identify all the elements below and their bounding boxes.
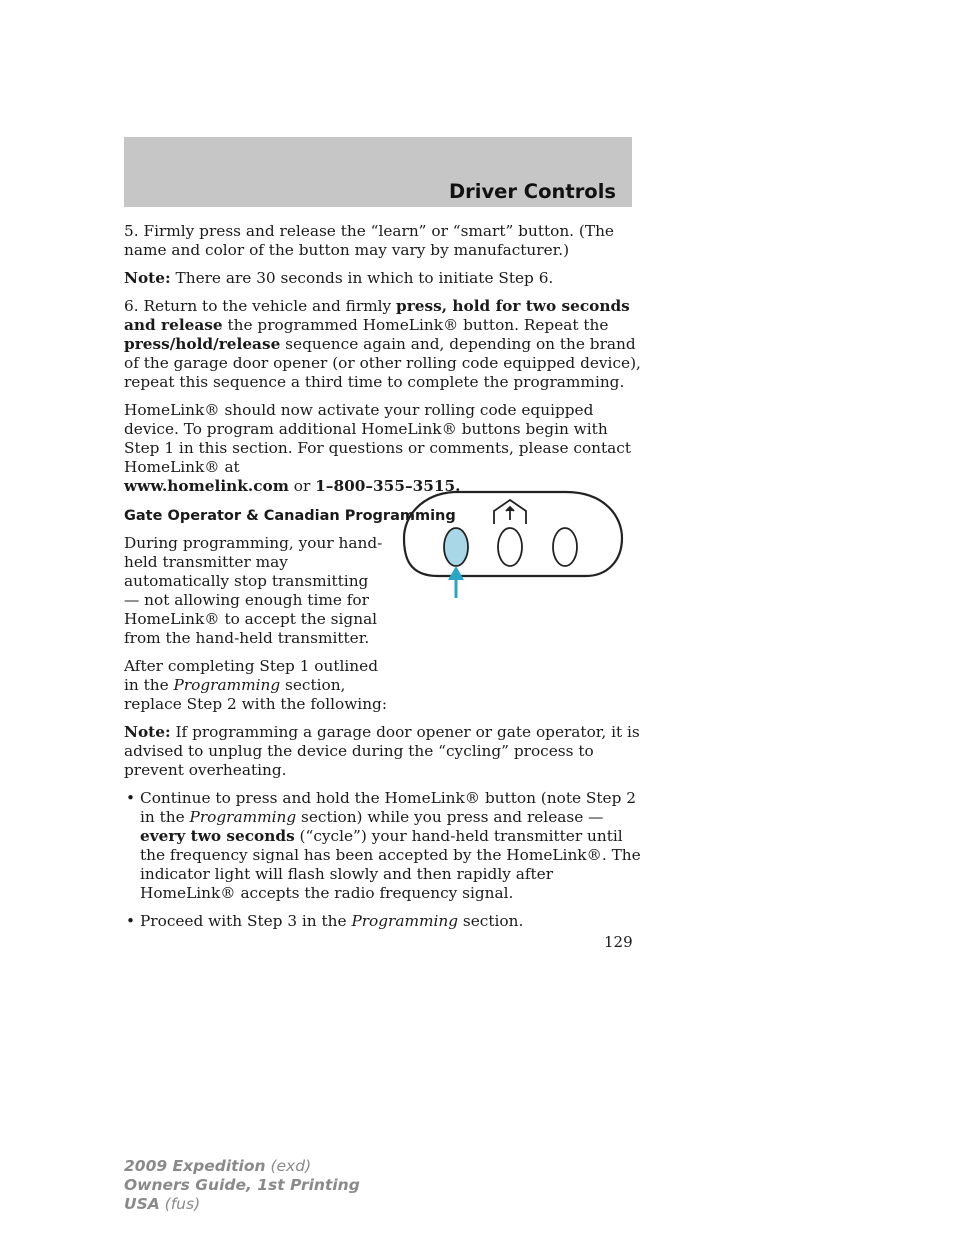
left-column	[124, 534, 388, 714]
note-1	[124, 269, 644, 288]
note-2-label: Note:	[124, 723, 171, 741]
footer-guide: Owners Guide, 1st Printing	[124, 1176, 360, 1194]
footer-region: USA	[124, 1195, 160, 1213]
note-2-text: If programming a garage door opener or gate operator, it is advised to unplug the device during the “cycling” process to prevent overheating.	[124, 723, 640, 779]
footer-region-code: (fus)	[159, 1195, 201, 1213]
bullet-1-suffix: (“cycle”) your hand-held transmitter until the frequency signal has been accepted by the HomeLink®. The indicator light will flash slowly and then rapidly after HomeLink® accepts the radio frequency signal.	[140, 827, 641, 902]
step-6-paragraph	[124, 297, 644, 392]
note-2	[124, 723, 644, 780]
step-6-mid: the programmed HomeLink® button. Repeat the	[222, 316, 609, 334]
homelink-or: or	[288, 477, 316, 495]
bullet-1	[124, 789, 644, 903]
bullet-1-prefix: Continue to press and hold the HomeLink® button (note Step 2 in the	[140, 789, 636, 826]
bullet-1-mid: section) while you press and release —	[296, 808, 604, 826]
after-suffix: section, replace Step 2 with the following:	[124, 676, 387, 713]
footer-model: 2009 Expedition	[124, 1157, 266, 1175]
homelink-button-1	[444, 528, 468, 566]
step-6-bold-1: press, hold for two seconds and release	[124, 297, 630, 334]
bullet-2-suffix: section.	[458, 912, 524, 930]
header-band	[124, 137, 632, 207]
bullet-dot: •	[126, 789, 136, 807]
footer-model-code: (exd)	[265, 1157, 312, 1175]
bullet-2-prefix: Proceed with Step 3 in the	[140, 912, 352, 930]
step-6-prefix: 6. Return to the vehicle and firmly	[124, 297, 397, 315]
footer	[124, 1157, 360, 1214]
homelink-text: HomeLink® should now activate your rolling code equipped device. To program additional HomeLink® buttons begin with Step 1 in this section. For questions or comments, please contact HomeLink® at	[124, 401, 631, 476]
homelink-url: www.homelink.com	[124, 477, 289, 495]
bullet-1-bold: every two seconds	[140, 827, 295, 845]
homelink-phone: 1–800–355–3515.	[315, 477, 461, 495]
homelink-button-3	[553, 528, 577, 566]
step-6-suffix: sequence again and, depending on the brand of the garage door opener (or other rolling code equipped device), repeat this sequence a third time to complete the programming.	[124, 335, 641, 391]
homelink-button-2	[498, 528, 522, 566]
bullet-2-italic: Programming	[351, 912, 459, 930]
page-number: 129	[604, 933, 633, 951]
after-italic: Programming	[173, 676, 281, 694]
homelink-buttons-diagram	[398, 484, 628, 604]
during-paragraph: During programming, your hand-held transmitter may automatically stop transmitting — not allowing enough time for HomeLink® to accept the signal from the hand-held transmitter.	[124, 534, 383, 647]
step-6-bold-2: press/hold/release	[124, 335, 281, 353]
bullet-2	[124, 912, 644, 931]
house-icon	[494, 500, 526, 524]
note-1-label: Note:	[124, 269, 171, 287]
bullet-1-italic: Programming	[189, 808, 297, 826]
section-title: Driver Controls	[448, 180, 616, 203]
bullet-dot: •	[126, 912, 136, 930]
homelink-paragraph	[124, 401, 644, 496]
after-paragraph	[124, 657, 388, 714]
after-prefix: After completing Step 1 outlined in the	[124, 657, 378, 694]
gate-operator-heading: Gate Operator & Canadian Programming	[124, 508, 456, 524]
note-1-text: There are 30 seconds in which to initiate Step 6.	[175, 269, 554, 287]
arrow-icon	[448, 566, 464, 598]
step-5-paragraph: 5. Firmly press and release the “learn” or “smart” button. (The name and color of the button may vary by manufacturer.)	[124, 222, 614, 259]
